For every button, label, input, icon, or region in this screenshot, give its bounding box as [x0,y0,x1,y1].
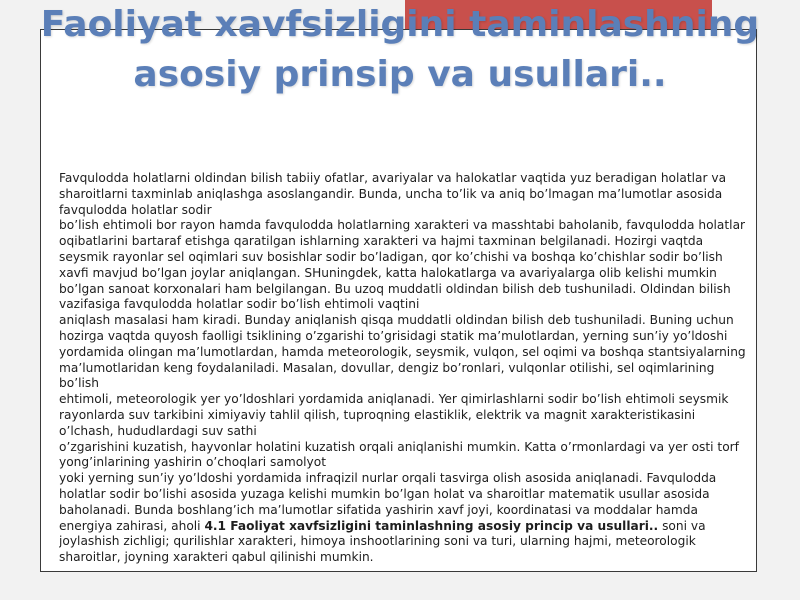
slide-body-text [59,171,749,571]
body-paragraph-6 [59,471,749,566]
body-paragraph-1: Favqulodda holatlarni oldindan bilish tabiiy ofatlar, avariyalar va halokatlar vaqtida yuz beradigan holatlar va sharoitlarni taxminlab aniqlashga asoslangandir. Bunda, uncha to’lik va aniq bo’lmagan ma’lumotlar asosida favqulodda holatlar sodir [59,171,727,217]
slide-title-line-1: Faoliyat xavfsizligini taminlashning [40,4,760,45]
body-paragraph-5: o’zgarishini kuzatish, hayvonlar holatini kuzatish orqali aniqlanishi mumkin. Katta o’rmonlardagi va yer osti torf yong’inlarining yashirin o’choqlari samolyot [59,439,739,470]
body-paragraph-3: aniqlash masalasi ham kiradi. Bunday aniqlanish qisqa muddatli oldindan bilish deb tushuniladi. Buning uchun hozirga vaqtda quyosh faolligi tsiklining o’zgarishi to’grisidagi statik ma’mulotlardan, yerning sun’iy yo’ldoshi yordamida olingan ma’lumotlardan, hamda meteorologik, seysmik, vulqon, sel oqimi va boshqa stantsiyalarning ma’lumotlaridan keng foydalaniladi. Masalan, dovullar, dengiz bo’ronlari, vulqonlar otilishi, sel oqimlarining bo’lish [59,313,746,391]
body-paragraph-6-start: yoki yerning sun’iy yo’ldoshi yordamida infraqizil nurlar orqali tasvirga olish asosida aniqlanadi. Favqulodda holatlar sodir bo’lishi asosida yuzaga kelishi mumkin bo’lgan holat va sharoitlar matematik usullar asosida baholanadi. Bunda boshlang’ich ma’lumotlar sifatida yashirin xavf joyi, koordinatasi va moddalar hamda energiya zahirasi, aholi [59,471,717,533]
slide-title [0,0,800,101]
body-paragraph-2: bo’lish ehtimoli bor rayon hamda favqulodda holatlarning xarakteri va masshtabi baholanib, favqulodda holatlar oqibatlarini bartaraf etishga qaratilgan ishlarning xarakteri va hajmi taxminan belgilanadi. Hozirgi vaqtda seysmik rayonlar sel oqimlari suv bosishlar sodir bo’ladigan, qor ko’chishi va boshqa ko’chishlar sodir bo’lish xavfi mavjud bo’lgan joylar aniqlangan. SHuningdek, katta halokatlarga va avariyalarga olib kelishi mumkin bo’lgan sanoat korxonalari ham belgilangan. Bu uzoq muddatli oldindan bilish deb tushuniladi. Oldindan bilish vazifasiga favqulodda holatlar sodir bo’lish ehtimoli vaqtini [59,218,746,312]
slide-title-line-2: asosiy prinsip va usullari.. [133,54,667,96]
body-paragraph-6-end: soni va joylashish zichligi; qurilishlar xarakteri, himoya inshootlarining soni va turi, ularning hajmi, meteorologik sharoitlar, joyning xarakteri qabul qilinishi mumkin. [59,518,706,565]
body-paragraph-4: ehtimoli, meteorologik yer yo’ldoshlari yordamida aniqlanadi. Yer qimirlashlarni sodir bo’lish ehtimoli seysmik rayonlarda suv tarkibini ximiyaviy tahlil qilish, tuproqning elastiklik, elektrik va magnit xarakteristikasini o’lchash, hududlardagi suv sathi [59,392,729,438]
section-heading-inline: 4.1 Faoliyat xavfsizligini taminlashning asosiy princip va usullari.. [204,518,659,533]
